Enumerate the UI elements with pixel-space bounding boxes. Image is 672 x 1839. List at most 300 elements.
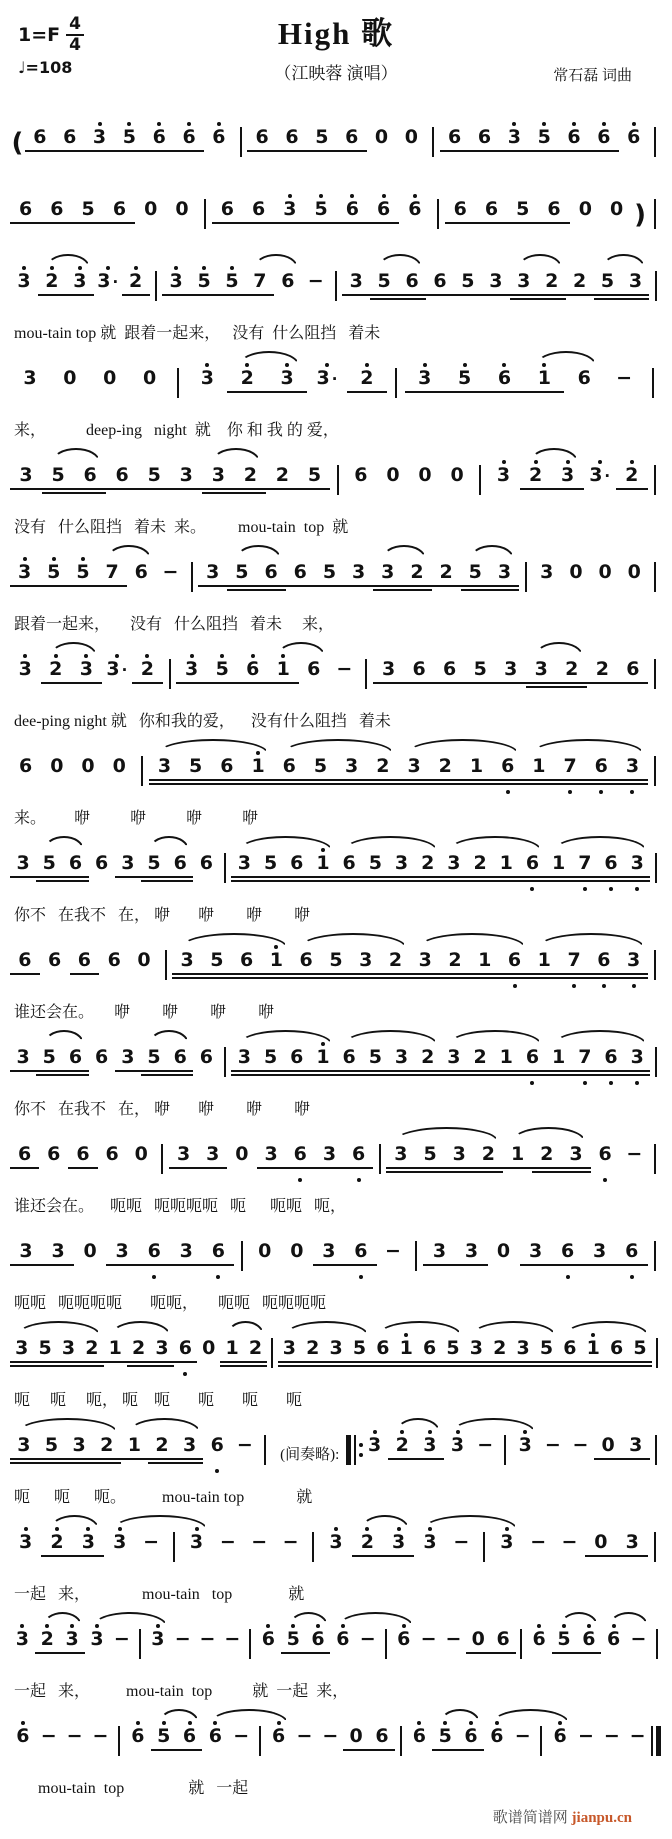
underline-beams [344, 583, 373, 594]
beam-line [461, 779, 492, 781]
beam-line [500, 973, 530, 975]
note-digit: 5 [537, 126, 551, 148]
note [203, 1428, 231, 1474]
underline-beams [277, 148, 307, 159]
note-digit: 2 [360, 1531, 374, 1553]
barline [245, 1622, 256, 1659]
note-digit: − [514, 1725, 531, 1747]
underline-beams [586, 777, 617, 788]
beam-line [423, 1264, 455, 1266]
note-digit: 6 [453, 198, 467, 220]
note-digit: 6 [16, 1725, 30, 1747]
underline-beams [594, 292, 622, 303]
octave-dot-below-slot [530, 885, 534, 892]
note [320, 1525, 351, 1571]
octave-dot-above [598, 460, 602, 464]
beam-line [324, 1365, 347, 1367]
octave-dot-below [216, 1275, 220, 1279]
note-digit: 3 [61, 1337, 76, 1359]
underline-beams [257, 1165, 286, 1176]
underline-beams [399, 220, 430, 231]
bar-line [169, 659, 171, 689]
beam-line [559, 973, 589, 975]
note-digit: 6 [563, 1337, 577, 1359]
note-digit: 5 [322, 561, 337, 583]
octave-dot-below [583, 1081, 587, 1085]
note [104, 1525, 135, 1571]
slur-arc [440, 1709, 480, 1723]
note-digit: 5 [263, 1046, 278, 1068]
note-digit: 0 [598, 561, 612, 583]
lyrics-line: 呃 呃 呃， 呃 呃 呃 呃 呃 [14, 1392, 303, 1409]
note [455, 1234, 487, 1280]
beam-line [70, 973, 100, 975]
note-digit: 6 [285, 126, 299, 148]
note-digit: 6 [131, 1725, 145, 1747]
beam-line [180, 783, 211, 785]
barline [650, 846, 662, 883]
note-digit: 3 [394, 852, 409, 874]
note [10, 846, 36, 892]
note [557, 652, 588, 698]
dash-note [599, 1719, 625, 1765]
note-digit: 3 [500, 1531, 514, 1553]
note [132, 652, 163, 698]
notation-system [10, 350, 662, 444]
beam-line [73, 1555, 104, 1557]
underline-beams [445, 1165, 474, 1176]
underline-beams [10, 389, 50, 400]
beam-line [554, 783, 585, 785]
note [414, 1525, 445, 1571]
note [406, 1719, 432, 1765]
note [72, 749, 103, 795]
beam-line [546, 880, 572, 882]
barline [649, 264, 662, 301]
beam-line [10, 1458, 38, 1460]
note-digit: 6 [290, 1046, 304, 1068]
note-digit: 0 [609, 198, 624, 220]
note [532, 1137, 561, 1183]
underline-beams [441, 1359, 464, 1370]
barline [373, 1137, 386, 1174]
note-digit: 3 [359, 949, 373, 971]
note [115, 1040, 141, 1086]
octave-dot-below [357, 1178, 361, 1182]
beam-line [281, 1652, 306, 1654]
barline-lines [656, 1331, 658, 1368]
note-digit: − [224, 1628, 241, 1650]
beam-line [310, 880, 336, 882]
underline-beams [274, 220, 305, 231]
underline-beams [231, 1456, 259, 1467]
note-digit: 3 [626, 949, 641, 971]
note-digit: − [143, 1531, 159, 1553]
beam-line [337, 150, 367, 152]
underline-beams [141, 1068, 167, 1079]
note-digit: 5 [423, 1143, 437, 1165]
underline-beams [274, 777, 305, 788]
underline-beams [33, 1359, 56, 1370]
underline-beams [532, 1165, 561, 1176]
dash-note [292, 1719, 318, 1765]
beam-line [62, 1074, 88, 1076]
note-digit: 6 [604, 1046, 618, 1068]
beam-line [38, 294, 66, 296]
note [511, 1428, 539, 1474]
octave-dot-below-slot [566, 1273, 570, 1280]
note-digit: 6 [208, 1725, 222, 1747]
interlude-note: (间奏略): [280, 1447, 340, 1463]
note [445, 361, 485, 407]
beam-line [68, 585, 97, 587]
note-digit: 5 [235, 561, 249, 583]
underline-beams [317, 1747, 343, 1758]
note-digit: 1 [316, 852, 330, 874]
underline-beams [552, 1262, 584, 1273]
beam-line [149, 783, 180, 785]
beam-line [373, 585, 402, 587]
lyrics-line: 谁还会在。 咿 咿 咿 咿 [14, 1004, 275, 1021]
dash-note [156, 555, 185, 601]
note-digit: 3 [237, 1046, 251, 1068]
beam-line [470, 977, 500, 979]
note [321, 943, 351, 989]
beam-line [104, 222, 135, 224]
underline-beams [244, 1359, 267, 1370]
beam-line [257, 1074, 283, 1076]
slur-arc [50, 1515, 98, 1529]
note-digit: 6 [17, 1143, 32, 1165]
underline-beams [467, 874, 493, 885]
octave-dot-below [632, 984, 636, 988]
note-digit: 5 [147, 1046, 161, 1068]
beam-line [10, 1361, 33, 1363]
beam-line [388, 1458, 416, 1460]
underline-beams [227, 389, 267, 400]
underline-beams [62, 1747, 88, 1758]
barline-lines [161, 1137, 163, 1174]
underline-beams [10, 1747, 36, 1758]
note-digit: 6 [609, 1337, 624, 1359]
underline-beams [262, 971, 292, 982]
underline-beams [138, 486, 170, 497]
underline-beams [10, 1650, 35, 1661]
note [307, 361, 347, 408]
underline-beams [584, 1262, 616, 1273]
note-digit: 0 [137, 949, 151, 971]
underline-beams [605, 1359, 628, 1370]
note-digit: − [445, 1628, 462, 1650]
underline-beams [345, 1262, 377, 1273]
note [169, 1137, 198, 1183]
underline-beams [70, 971, 100, 982]
beam-line [520, 1264, 552, 1266]
note-digit: 2 [45, 270, 59, 292]
beam-line [388, 1074, 414, 1076]
octave-dot-below-slot [359, 1273, 363, 1280]
note-digit: 3 [540, 561, 554, 583]
note [601, 1622, 626, 1668]
note [467, 846, 493, 892]
underline-beams [10, 1165, 39, 1176]
underline-beams [410, 971, 440, 982]
octave-dot-below [215, 1469, 219, 1473]
notation-system [10, 1223, 662, 1317]
underline-beams [461, 777, 492, 788]
octave-dot-below-slot [635, 885, 639, 892]
beam-line [434, 682, 465, 684]
beam-line [430, 779, 461, 781]
note-digit: 2 [545, 270, 559, 292]
beam-line [286, 1167, 315, 1169]
underline-beams [620, 1165, 649, 1176]
underline-beams [176, 1456, 204, 1467]
octave-dot-above [288, 194, 292, 198]
bar-line [654, 756, 656, 786]
underline-beams [458, 1747, 484, 1758]
beam-line [576, 1652, 601, 1654]
note [41, 1525, 72, 1571]
beam-line [546, 876, 572, 878]
barline [473, 458, 487, 495]
note [141, 1040, 167, 1086]
barline-lines [259, 1719, 261, 1756]
barline-lines [312, 1525, 314, 1562]
underline-beams [10, 486, 42, 497]
octave-dot-below-slot [609, 1079, 613, 1086]
note-digit: 3 [534, 658, 548, 680]
beam-line [351, 973, 381, 975]
note-digit: 6 [408, 198, 422, 220]
beam-line [440, 973, 470, 975]
underline-beams [106, 486, 138, 497]
note-digit: 1 [251, 755, 265, 777]
slur-arc [239, 1030, 332, 1044]
slur-arc [43, 1612, 82, 1626]
barline-lines [365, 652, 367, 689]
note [529, 120, 559, 166]
beam-line [507, 222, 538, 224]
underline-beams [99, 971, 129, 982]
beam-line [10, 1264, 42, 1266]
note [257, 1040, 283, 1086]
barline-lines [169, 652, 171, 689]
barline-lines [655, 1428, 657, 1465]
bar-line [479, 465, 481, 495]
slur-arc [181, 933, 287, 947]
beam-line [336, 1074, 362, 1076]
underline-beams [10, 777, 41, 788]
beam-line [36, 880, 62, 882]
octave-dot-below-slot [602, 982, 606, 989]
note [42, 458, 74, 504]
slur-arc [530, 448, 579, 462]
note-digit: 3 [115, 1240, 129, 1262]
note-digit: 0 [471, 1628, 485, 1650]
note [441, 1331, 464, 1377]
barline [649, 120, 662, 157]
beam-line [336, 779, 367, 781]
note-row [10, 932, 662, 1001]
underline-beams [266, 486, 298, 497]
barline-lines [400, 1719, 402, 1756]
note [125, 1719, 151, 1765]
slur-arc [210, 1709, 288, 1723]
beam-line [538, 294, 566, 296]
note [291, 943, 321, 989]
note-digit: 7 [578, 852, 592, 874]
underline-beams [305, 220, 336, 231]
beam-line [348, 1365, 371, 1367]
note [499, 120, 529, 166]
slur-arc [395, 1127, 499, 1141]
note-digit: 6 [255, 126, 269, 148]
meter-numerator: 4 [66, 16, 84, 36]
note-digit: 0 [578, 198, 592, 220]
note [520, 458, 552, 504]
octave-dot-below [572, 984, 576, 988]
barline-lines [432, 120, 434, 157]
octave-dot-above [512, 122, 516, 126]
note-digit: 3 [169, 270, 183, 292]
beam-line [467, 1074, 493, 1076]
bar-line [241, 1241, 243, 1271]
bar-line [173, 1532, 175, 1562]
underline-beams [434, 680, 465, 691]
octave-dot-above [334, 1527, 338, 1531]
barline-lines [271, 1331, 273, 1368]
note-digit: 2 [240, 367, 254, 389]
beam-line [220, 1365, 243, 1367]
note [274, 749, 305, 795]
underline-beams [598, 1068, 624, 1079]
beam-line [371, 1365, 394, 1367]
note-digit: 2 [50, 1531, 64, 1553]
beam-line [141, 876, 167, 878]
underline-beams [491, 1553, 522, 1564]
note-digit: 3 [19, 1531, 33, 1553]
underline-beams [313, 1262, 345, 1273]
underline-beams [156, 583, 185, 594]
beam-line [561, 1171, 590, 1173]
note [299, 652, 330, 698]
note-digit: 5 [377, 270, 391, 292]
bar-line [483, 1532, 485, 1562]
note [138, 458, 170, 504]
underline-beams [388, 1068, 414, 1079]
note [190, 264, 218, 310]
beam-line [10, 1167, 39, 1169]
note-digit: 1 [127, 1434, 141, 1456]
underline-beams [383, 1553, 414, 1564]
underline-beams [57, 1359, 80, 1370]
underline-beams [552, 1650, 577, 1661]
octave-dot-above [632, 122, 636, 126]
beam-line [132, 682, 163, 684]
dash-note [573, 1719, 599, 1765]
note-digit: 7 [563, 755, 577, 777]
octave-dot-above [382, 194, 386, 198]
note [174, 1331, 197, 1377]
note-digit: 5 [315, 126, 329, 148]
underline-beams [246, 292, 274, 303]
octave-dot-below-slot [152, 1273, 156, 1280]
note-digit: 6 [405, 270, 419, 292]
underline-beams [361, 1456, 389, 1467]
beam-line [231, 876, 257, 878]
beam-line [121, 1458, 149, 1460]
underline-beams [85, 1650, 110, 1661]
barline-lines [656, 1622, 658, 1659]
beam-line [398, 298, 426, 300]
note-digit: 3 · [97, 270, 119, 292]
note-digit: 6 [105, 1143, 119, 1165]
note-digit: 7 [105, 561, 119, 583]
note-digit: 6 [18, 755, 33, 777]
underline-beams [275, 1553, 306, 1564]
note-digit: 1 [399, 1337, 413, 1359]
octave-dot-above [325, 363, 329, 367]
barline-lines [118, 1719, 120, 1756]
note [594, 264, 622, 310]
note-digit: − [603, 1725, 620, 1747]
beam-line [33, 1365, 56, 1367]
note [564, 361, 604, 407]
barline [536, 1719, 548, 1756]
note [624, 846, 650, 892]
underline-beams [619, 148, 649, 159]
note [315, 1137, 344, 1183]
underline-beams [377, 1262, 409, 1273]
beam-line [115, 1070, 141, 1072]
beam-line [493, 876, 519, 878]
note-digit: 3 [368, 1434, 382, 1456]
note [373, 555, 402, 601]
slur-arc [554, 1030, 646, 1044]
note-digit: 6 [264, 561, 278, 583]
octave-dot-below-slot [635, 1079, 639, 1086]
note-digit: 3 [392, 1531, 406, 1553]
underline-beams [591, 1165, 620, 1176]
underline-beams [307, 390, 347, 401]
note-digit: 5 [225, 270, 239, 292]
barline [113, 1719, 125, 1756]
note-digit: 0 [290, 1240, 304, 1262]
note-digit: 3 [189, 1531, 204, 1553]
octave-dot-below [530, 1081, 534, 1085]
note-digit: 6 [497, 367, 512, 389]
barline-lines [504, 1428, 506, 1465]
beam-line [492, 783, 523, 785]
beam-line [594, 298, 622, 300]
beam-line [416, 1458, 444, 1460]
underline-beams [177, 1747, 203, 1758]
underline-beams [38, 1456, 66, 1467]
note-digit: − [40, 1725, 57, 1747]
underline-beams [298, 486, 330, 497]
beam-line [150, 1365, 173, 1367]
note-digit: 3 [517, 270, 531, 292]
underline-beams [523, 777, 554, 788]
barline [644, 361, 662, 398]
bar-line [415, 1241, 417, 1271]
note [434, 652, 465, 698]
beam-line [38, 1458, 66, 1460]
note [415, 1040, 441, 1086]
beam-line [115, 876, 141, 878]
beam-line [511, 1365, 534, 1367]
